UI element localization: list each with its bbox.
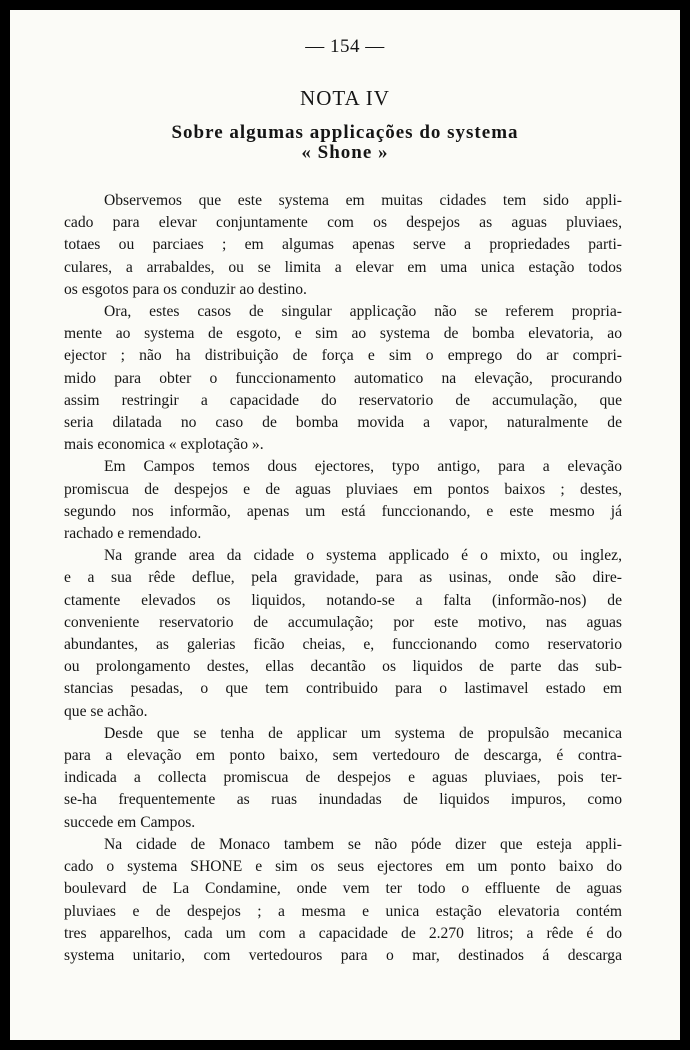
text-line: boulevard de La Condamine, onde vem ter todo o effluente de aguas	[64, 880, 622, 898]
paragraph	[64, 301, 622, 456]
text-line: systema unitario, com vertedouros para o mar, destinados á descarga	[64, 946, 622, 964]
text-line: tres apparelhos, cada um com a capacidade de 2.270 litros; a rêde é do	[64, 924, 622, 942]
text-line: segundo nos informão, apenas um está funccionando, e este mesmo já	[64, 502, 622, 520]
text-line: Na cidade de Monaco tambem se não póde dizer que esteja appli-	[104, 835, 622, 853]
text-line: que se achão.	[64, 702, 148, 720]
text-line: pluviaes e de despejos ; a mesma e unica estação elevatoria contém	[64, 902, 622, 920]
paragraph	[64, 723, 622, 834]
paragraph	[64, 834, 622, 967]
text-line: cado o systema SHONE e sim os seus ejectores em um ponto baixo do	[64, 858, 622, 876]
text-line: e a sua rêde deflue, pela gravidade, para as usinas, onde são dire-	[64, 569, 622, 587]
section-title: NOTA IV	[300, 86, 390, 110]
heading-line-2: « Shone »	[301, 142, 389, 163]
text-line: Desde que se tenha de applicar um systema de propulsão mecanica	[104, 724, 622, 742]
text-line: Na grande area da cidade o systema applicado é o mixto, ou inglez,	[104, 547, 622, 565]
text-line: rachado e remendado.	[64, 525, 202, 543]
text-line: mido para obter o funccionamento automatico na elevação, procurando	[64, 369, 622, 387]
paragraph	[64, 190, 622, 301]
text-line: promiscua de despejos e de aguas pluviaes em pontos baixos ; destes,	[64, 480, 622, 498]
body-text	[64, 190, 622, 967]
text-line: se-ha frequentemente as ruas inundadas de liquidos impuros, como	[64, 791, 622, 809]
text-line: Observemos que este systema em muitas cidades tem sido appli-	[104, 192, 622, 209]
text-line: ou prolongamento destes, ellas decantão os liquidos de parte das sub-	[64, 658, 622, 676]
page-number: — 154 —	[305, 36, 385, 57]
heading-line-1: Sobre algumas applicações do systema	[171, 122, 519, 143]
text-line: seria dilatada no caso de bomba movida a vapor, naturalmente de	[64, 414, 622, 432]
text-line: mais economica « explotação ».	[64, 436, 264, 454]
text-line: cado para elevar conjuntamente com os despejos as aguas pluviaes,	[64, 214, 622, 232]
text-line: conveniente reservatorio de accumulação; por este motivo, nas aguas	[64, 613, 622, 631]
document-page	[10, 10, 680, 1040]
text-line: mente ao systema de esgoto, e sim ao systema de bomba elevatoria, ao	[64, 325, 622, 343]
section-heading	[10, 123, 680, 163]
text-line: Ora, estes casos de singular applicação não se referem propria-	[104, 303, 622, 321]
text-line: succede em Campos.	[64, 813, 196, 831]
text-line: para a elevação em ponto baixo, sem vertedouro de descarga, é contra-	[64, 747, 622, 765]
text-line: assim restringir a capacidade do reservatorio de accumulação, que	[64, 391, 622, 409]
text-line: abundantes, as galerias ficão cheias, e, funccionando como reservatorio	[64, 636, 622, 654]
text-line: ejector ; não ha distribuição de força e sim o emprego do ar compri-	[64, 347, 622, 365]
text-line: stancias pesadas, o que tem contribuido para o lastimavel estado em	[64, 680, 622, 698]
text-line: ctamente elevados os liquidos, notando-se a falta (informão-nos) de	[64, 591, 622, 609]
paragraph	[64, 456, 622, 545]
text-line: os esgotos para os conduzir ao destino.	[64, 280, 307, 298]
text-line: indicada a collecta promiscua de despejos e aguas pluviaes, pois ter-	[64, 769, 622, 787]
text-line: culares, a arrabaldes, ou se limita a elevar em uma unica estação todos	[64, 258, 622, 276]
text-line: totaes ou parciaes ; em algumas apenas serve a propriedades parti-	[64, 236, 622, 254]
text-line: Em Campos temos dous ejectores, typo antigo, para a elevação	[104, 458, 622, 476]
paragraph	[64, 545, 622, 723]
